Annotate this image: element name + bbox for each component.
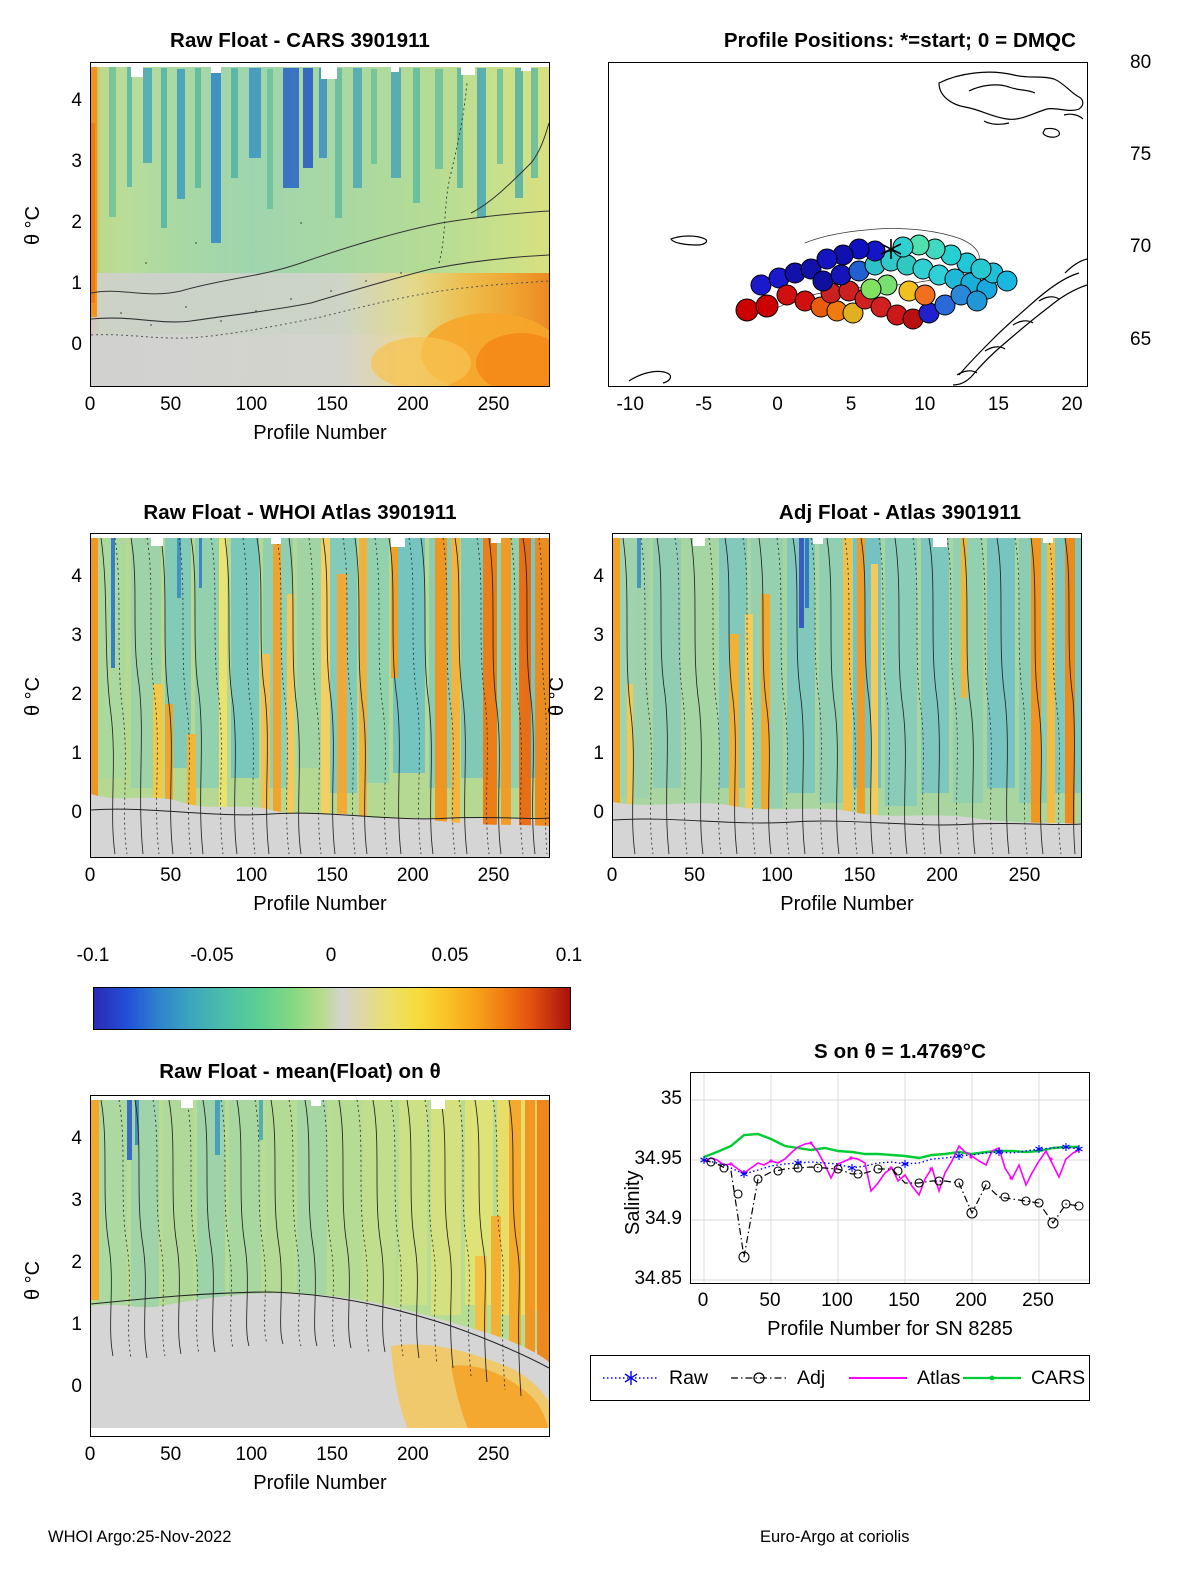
- ytick: 80: [1130, 52, 1152, 73]
- xtick: 200: [926, 865, 958, 886]
- panel-raw-mean-xlabel: Profile Number: [253, 1472, 387, 1494]
- colorbar-gradient: [94, 988, 570, 1029]
- ytick: 3: [71, 1190, 82, 1211]
- raw-mean-plot: [91, 1096, 549, 1436]
- legend: [590, 1355, 1090, 1401]
- xtick: 0: [606, 865, 618, 886]
- panel-adj-atlas: [546, 470, 1200, 930]
- panel-raw-whoi-xlabel: Profile Number: [253, 893, 387, 915]
- xtick: 200: [396, 865, 429, 886]
- colorbar-tick: 0: [325, 945, 337, 966]
- xtick: 0: [697, 1290, 709, 1311]
- panel-raw-whoi-axes: [90, 533, 550, 858]
- colorbar: [93, 987, 571, 1030]
- colorbar-group: [68, 945, 588, 1020]
- xtick: 50: [683, 865, 706, 886]
- ytick: 2: [71, 684, 82, 705]
- ytick: 65: [1130, 329, 1152, 350]
- raw-cars-plot: [91, 63, 549, 386]
- legend-swatches: [591, 1356, 1089, 1400]
- ytick: 0: [71, 1376, 82, 1397]
- panel-raw-whoi-ylabel: θ °C: [22, 676, 44, 716]
- ytick: 2: [593, 684, 604, 705]
- xtick: 150: [316, 865, 348, 886]
- ytick: 1: [593, 743, 604, 764]
- panel-profile-positions: [600, 0, 1200, 460]
- ytick: 1: [71, 743, 82, 764]
- panel-raw-mean-axes: [90, 1095, 550, 1437]
- panel-adj-atlas-title: Adj Float - Atlas 3901911: [778, 501, 1022, 524]
- panel-profile-positions-title: Profile Positions: *=start; 0 = DMQC: [723, 29, 1077, 52]
- panel-raw-cars-title: Raw Float - CARS 3901911: [170, 29, 430, 52]
- panel-adj-atlas-ylabel: θ °C: [546, 676, 568, 716]
- xtick: 10: [914, 394, 936, 415]
- panel-raw-cars: [0, 0, 600, 460]
- legend-label-atlas: Atlas: [917, 1367, 961, 1389]
- ytick: 75: [1130, 144, 1152, 165]
- profile-positions-map: [609, 63, 1087, 386]
- raw-whoi-plot: [91, 534, 549, 857]
- xtick: 50: [759, 1290, 781, 1311]
- panel-raw-whoi: [0, 470, 600, 930]
- xtick: 250: [477, 394, 510, 415]
- xtick: 100: [235, 865, 268, 886]
- ytick: 1: [71, 1314, 82, 1335]
- xtick: 0: [84, 1444, 96, 1465]
- ytick: 4: [71, 566, 82, 587]
- xtick: 100: [235, 394, 268, 415]
- xtick: 250: [477, 1444, 510, 1465]
- ytick: 35: [660, 1088, 682, 1109]
- footer-left: WHOI Argo:25-Nov-2022: [48, 1528, 232, 1546]
- legend-label-adj: Adj: [797, 1367, 826, 1389]
- ytick: 4: [71, 90, 82, 111]
- xtick: 100: [235, 1444, 268, 1465]
- panel-s-on-theta-xlabel: Profile Number for SN 8285: [767, 1318, 1013, 1340]
- xtick: 5: [845, 394, 857, 415]
- panel-adj-atlas-axes: [612, 533, 1082, 858]
- panel-s-on-theta-axes: [690, 1072, 1090, 1284]
- ytick: 4: [71, 1128, 82, 1149]
- footer-right: Euro-Argo at coriolis: [760, 1528, 910, 1546]
- xtick: 15: [987, 394, 1009, 415]
- legend-label-raw: Raw: [669, 1367, 709, 1389]
- panel-raw-whoi-title: Raw Float - WHOI Atlas 3901911: [143, 501, 457, 524]
- xtick: -5: [695, 394, 713, 415]
- ytick: 0: [593, 802, 604, 823]
- ytick: 0: [71, 802, 82, 823]
- xtick: 150: [316, 1444, 348, 1465]
- panel-raw-cars-ylabel: θ °C: [22, 205, 44, 245]
- xtick: 200: [396, 1444, 429, 1465]
- panel-adj-atlas-xlabel: Profile Number: [780, 893, 914, 915]
- ytick: 34.85: [634, 1268, 682, 1289]
- s-on-theta-plot: [691, 1073, 1089, 1283]
- ytick: 3: [71, 151, 82, 172]
- xtick: 200: [955, 1290, 987, 1311]
- panel-raw-cars-xlabel: Profile Number: [253, 422, 387, 444]
- xtick: 250: [1022, 1290, 1054, 1311]
- panel-raw-mean-ylabel: θ °C: [22, 1260, 44, 1300]
- xtick: 0: [84, 394, 96, 415]
- colorbar-tick: 0.05: [431, 945, 469, 966]
- xtick: 100: [821, 1290, 853, 1311]
- xtick: -10: [616, 394, 644, 415]
- colorbar-ticklabels: [68, 945, 583, 971]
- panel-profile-positions-axes: [608, 62, 1088, 387]
- ytick: 3: [593, 625, 604, 646]
- ytick: 1: [71, 273, 82, 294]
- xtick: 50: [160, 1444, 182, 1465]
- ytick: 2: [71, 212, 82, 233]
- xtick: 0: [84, 865, 96, 886]
- adj-atlas-plot: [613, 534, 1081, 857]
- xtick: 20: [1061, 394, 1083, 415]
- colorbar-tick: -0.05: [190, 945, 234, 966]
- xtick: 50: [160, 394, 182, 415]
- ytick: 34.9: [645, 1208, 682, 1229]
- panel-s-on-theta-title: S on θ = 1.4769°C: [814, 1040, 986, 1063]
- ytick: 2: [71, 1252, 82, 1273]
- panel-raw-cars-axes: [90, 62, 550, 387]
- xtick: 0: [772, 394, 783, 415]
- xtick: 200: [396, 394, 429, 415]
- xtick: 150: [843, 865, 876, 886]
- ytick: 0: [71, 334, 82, 355]
- ytick: 34.95: [634, 1148, 682, 1169]
- panel-raw-mean-title: Raw Float - mean(Float) on θ: [159, 1060, 441, 1083]
- xtick: 100: [761, 865, 793, 886]
- ytick: 3: [71, 625, 82, 646]
- xtick: 250: [477, 865, 510, 886]
- xtick: 50: [160, 865, 182, 886]
- colorbar-tick: -0.1: [76, 945, 110, 966]
- panel-s-on-theta: [600, 1020, 1200, 1420]
- panel-s-on-theta-ylabel: Salinity: [622, 1170, 644, 1235]
- xtick: 150: [888, 1290, 920, 1311]
- xtick: 250: [1008, 865, 1041, 886]
- ytick: 70: [1130, 236, 1152, 257]
- xtick: 150: [316, 394, 348, 415]
- colorbar-tick: 0.1: [555, 945, 583, 966]
- ytick: 4: [593, 566, 604, 587]
- legend-label-cars: CARS: [1031, 1367, 1086, 1389]
- panel-raw-mean: [0, 1045, 600, 1515]
